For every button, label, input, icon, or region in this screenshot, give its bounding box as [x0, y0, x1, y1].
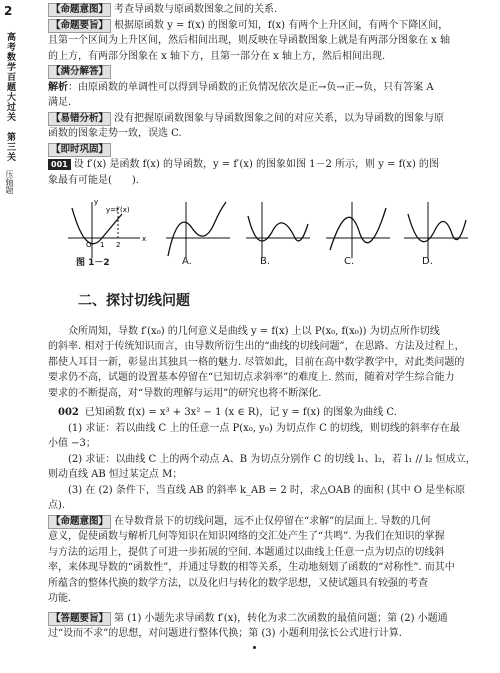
- option-a-graph: [166, 202, 230, 258]
- example-intent-4: 率，来体现导数的“函数性”，并通过导数的相等关系，生动地刻划了函数的“对称性”. 而其中: [48, 562, 455, 573]
- intent-line: [48, 2, 480, 18]
- example-intent-3: 与方法的运用上，提供了可进一步拓展的空间. 本题通过以曲线上任意一点为切点的切线斜: [48, 546, 445, 558]
- error-text: 没有把握原函数图象与导函数图象之间的对应关系，以为导函数的图象与原: [114, 112, 445, 124]
- example-part-2: (2) 求证：以曲线 C 上的两个动点 A、B 为切点分别作 C 的切线 l₁、l₂，若 l₁ // l₂ 恒成立，: [68, 453, 476, 465]
- tag-consolidate: 【即时巩固】: [48, 143, 111, 157]
- analysis-line: [48, 80, 480, 96]
- volume-label: 压轴题: [5, 170, 14, 194]
- intro-line-4: 要求仍不高，试题的设置基本停留在“已知切点求斜率”的难度上. 然而，随着对学生综合能力: [48, 372, 455, 383]
- page-content: [48, 2, 480, 642]
- error-line: [48, 111, 480, 127]
- option-c-label[interactable]: C.: [344, 256, 355, 267]
- essentials-text-2: 且第一个区间为上升区间，然后相间出现，则反映在导函数图象上就是有两部分图象在 x 轴: [48, 35, 450, 46]
- intro-line-2: 的斜率. 相对于传统知识而言，由导数所衍生出的“曲线的切线问题”，在思路、方法及过程上，: [48, 341, 465, 352]
- sidebar: [4, 4, 18, 194]
- book-title: 高考数学百题大过关: [5, 32, 15, 122]
- tag-error-analysis: 【易错分析】: [48, 112, 111, 126]
- option-d-label[interactable]: D.: [422, 256, 433, 267]
- essentials-text: 根据原函数 y = f(x) 的图象可知，f(x) 有两个上升区间，有两个下降区间，: [114, 19, 449, 31]
- question-text-2: 象最有可能是( ).: [48, 174, 139, 186]
- tag-essentials: 【命题要旨】: [48, 19, 111, 33]
- example-part-1: (1) 求证：若以曲线 C 上的任意一点 P(x₀, y₀) 为切点作 C 的切线，则切线的斜率存在最: [68, 422, 460, 434]
- example-essentials-text: 第 (1) 小题先求导函数 f′(x)，转化为求二次函数的最值问题；第 (2) 小题通: [114, 612, 448, 624]
- tick-1-label: 1: [100, 241, 105, 249]
- axis-x-label: x: [142, 235, 147, 243]
- option-d-graph: [404, 202, 468, 258]
- page-number: 2: [4, 4, 13, 18]
- example-number: 002: [58, 407, 79, 418]
- tag-example-essentials: 【答题要旨】: [48, 612, 111, 626]
- example-essentials: [48, 611, 480, 627]
- intro-line-5: 要求的不断提高，对“导数的理解与运用”的研究也将不断深化.: [48, 387, 322, 399]
- analysis-label: 解析: [48, 81, 68, 93]
- essentials-text-3: 的上方，有两部分图象在 x 轴下方，且第一部分在 x 轴上方，然后相间出现.: [48, 50, 386, 62]
- intent-text: 考查导函数与原函数图象之间的关系.: [114, 4, 278, 15]
- origin-label: O: [86, 241, 92, 249]
- tick-2-label: 2: [116, 241, 121, 249]
- error-text-2: 函数的图象走势一致，误选 C.: [48, 128, 182, 139]
- tag-full-answer: 【满分解答】: [48, 65, 111, 79]
- example-part-1-cont: 小值 −3；: [48, 438, 96, 449]
- analysis-text: ：由原函数的单调性可以得到导函数的正负情况依次是正→负→正→负，只有答案 A: [68, 81, 434, 93]
- tag-example-intent: 【命题意图】: [48, 515, 111, 529]
- option-b-label[interactable]: B.: [260, 256, 271, 267]
- example-text: 已知函数 f(x) = x³ + 3x² − 1 (x ∈ R)，记 y = f(x) 的图象为曲线 C.: [84, 407, 397, 418]
- analysis-text-2: 满足.: [48, 97, 72, 108]
- example-002: [48, 405, 480, 421]
- example-intent-2: 意义，促使函数与解析几何等知识在知识网络的交汇处产生了“共鸣”. 为我们在知识的掌握: [48, 531, 445, 542]
- axis-y-label: y: [94, 198, 99, 206]
- part-label: 第三关: [5, 132, 15, 162]
- intro-line-1: 众所周知，导数 f′(x₀) 的几何意义是曲线 y = f(x) 上以 P(x₀, f(x₀)) 为切点所作切线: [68, 325, 440, 337]
- example-part-2-cont: 则动直线 AB 恒过某定点 M；: [48, 469, 183, 480]
- example-part-3: (3) 在 (2) 条件下，当直线 AB 的斜率 k_AB = 2 时，求△OAB 的面积 (其中 O 是坐标原点).: [48, 484, 466, 511]
- example-intent: [48, 514, 480, 530]
- question-text: 设 f′(x) 是函数 f(x) 的导函数，y = f′(x) 的图象如图 1－2 所示，则 y = f(x) 的图: [73, 159, 439, 170]
- example-intent-5: 所蕴含的整体代换的数学方法，以及化归与转化的数学思想，又使试题具有较强的考查: [48, 577, 428, 589]
- option-b-graph: [246, 202, 310, 258]
- example-intent-text: 在导数背景下的切线问题，远不止仅停留在“求解”的层面上. 导数的几何: [114, 515, 431, 527]
- example-intent-6: 功能.: [48, 593, 72, 604]
- figure-caption: 图 1－2: [76, 258, 110, 268]
- option-a-label[interactable]: A.: [182, 256, 192, 267]
- intro-line-3: 都使人耳目一新，彰显出其独具一格的魅力. 尽管如此，目前在高中数学教学中，对此类问题的: [48, 356, 465, 368]
- consolidate-line: [48, 142, 480, 158]
- tag-intent: 【命题意图】: [48, 3, 111, 17]
- page-dot: [253, 646, 256, 649]
- question-001: [48, 157, 480, 173]
- question-number: 001: [48, 159, 71, 170]
- option-c-graph: [326, 202, 390, 258]
- section-title: 二、探讨切线问题: [78, 293, 190, 309]
- example-essentials-2: 过“设而不求”的思想，对问题进行整体代换；第 (3) 小题利用弦长公式进行计算.: [48, 628, 402, 639]
- full-answer-line: [48, 64, 480, 80]
- essentials-line: [48, 18, 480, 34]
- graph-figure: [48, 194, 480, 276]
- curve-label: y=f′(x): [106, 206, 130, 214]
